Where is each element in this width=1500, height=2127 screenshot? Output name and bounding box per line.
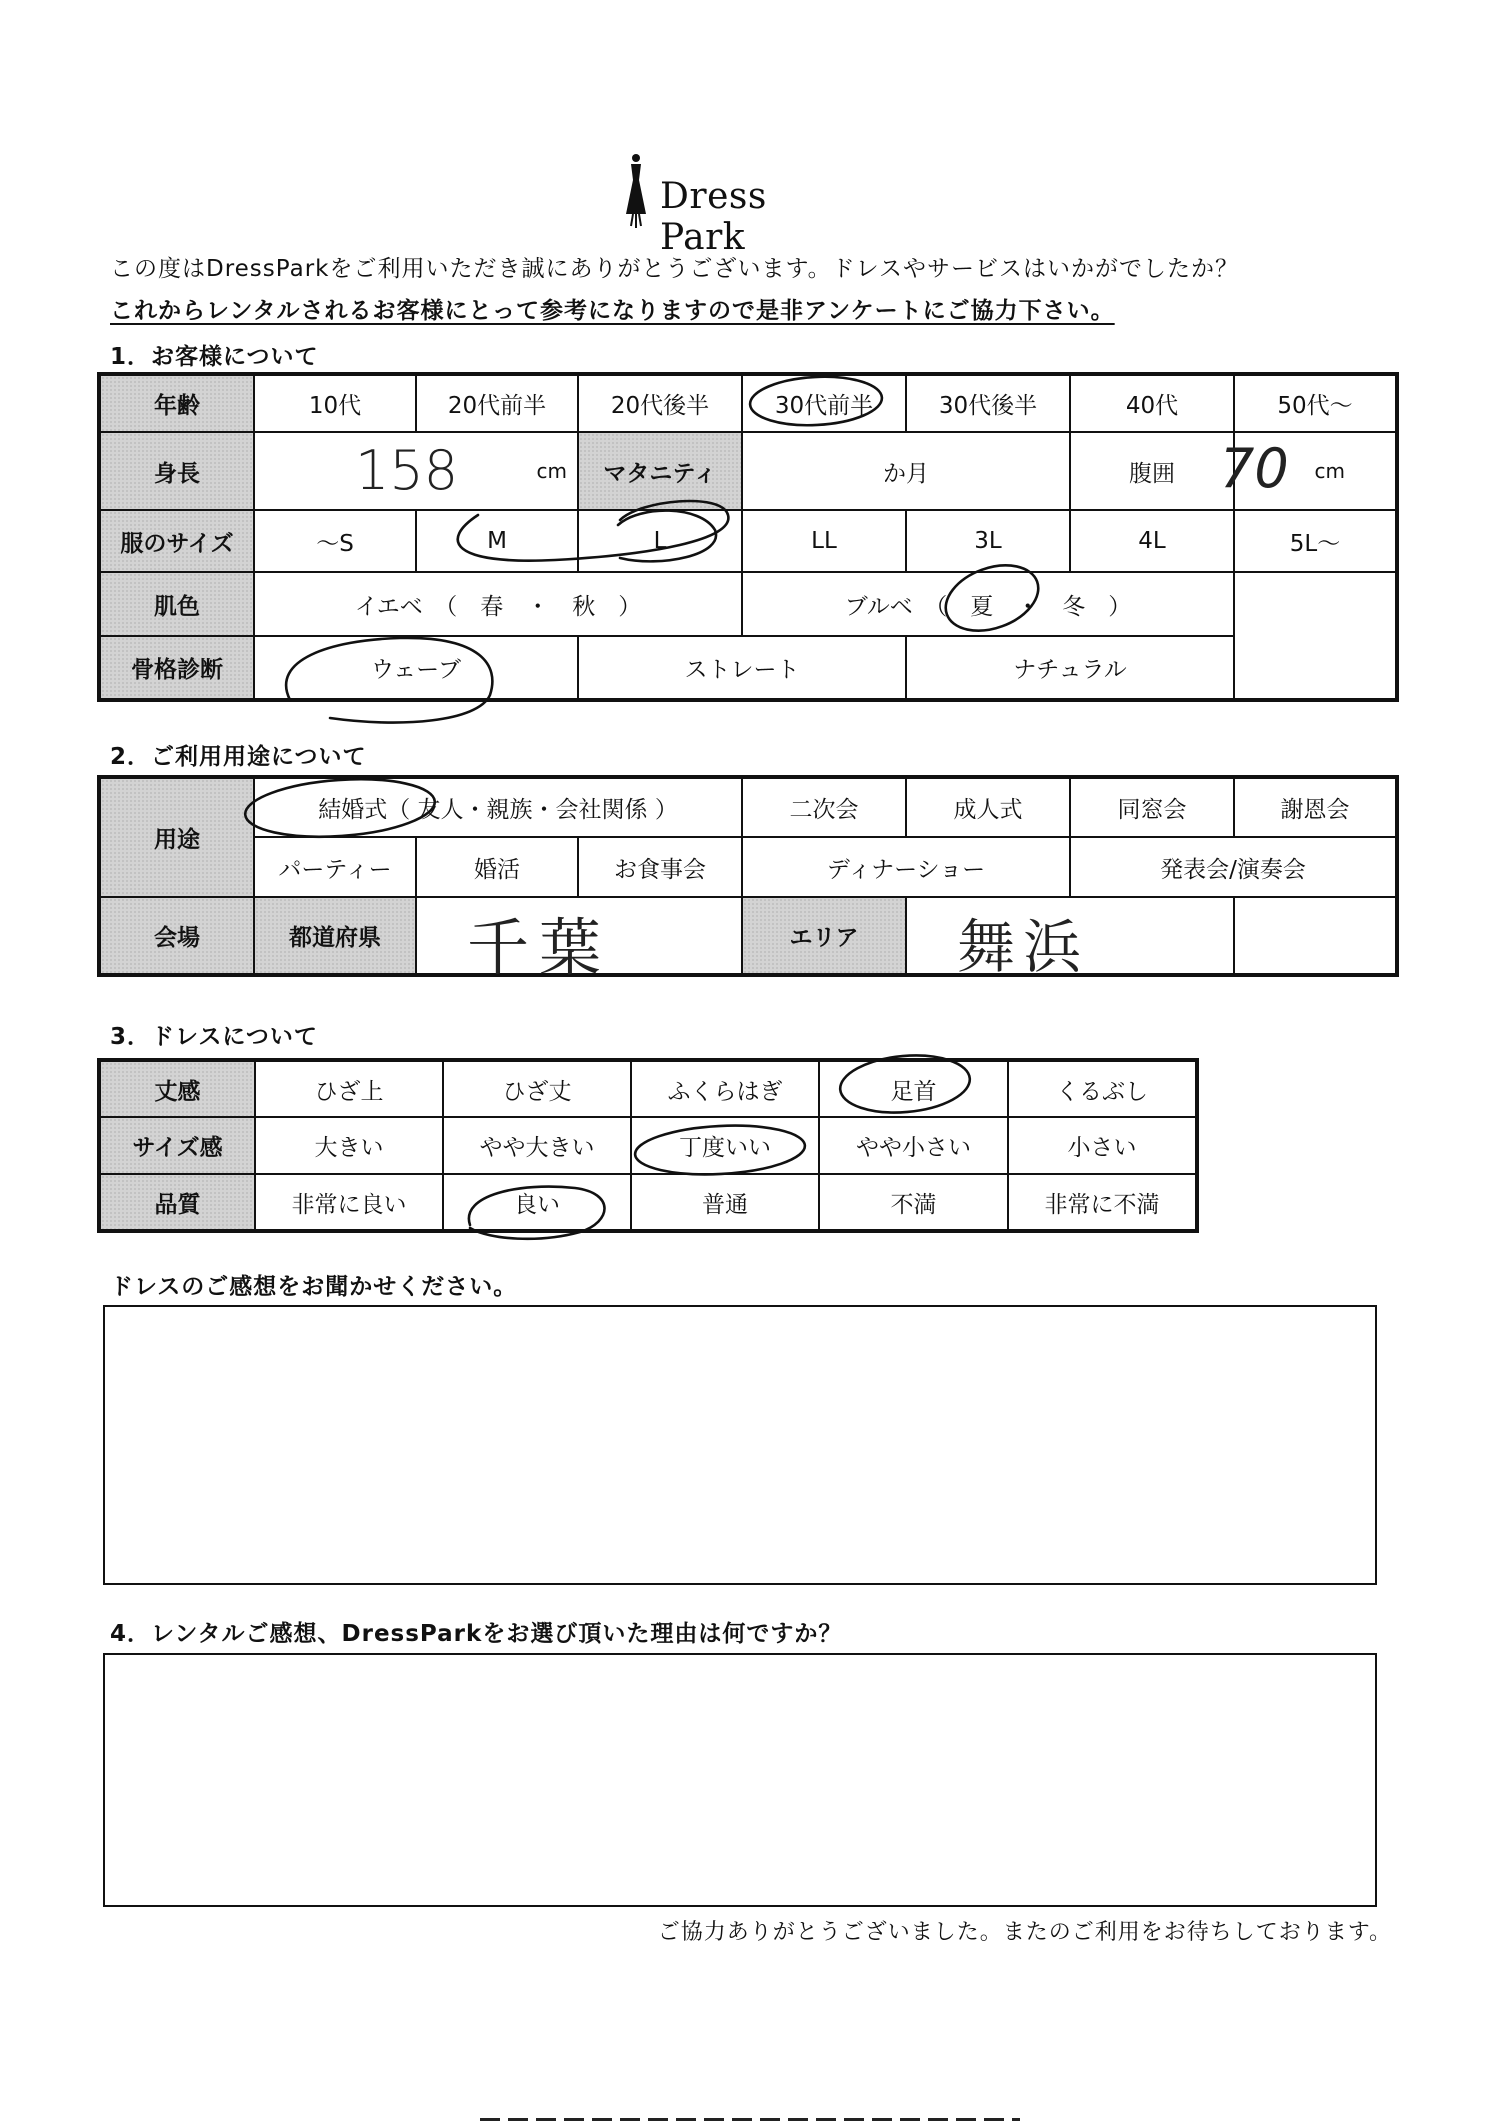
size-option[interactable]: 5L～ bbox=[1234, 510, 1397, 572]
height-value: 158 bbox=[355, 439, 459, 502]
purpose-option[interactable]: 婚活 bbox=[416, 837, 578, 897]
section1-title: 1．お客様について bbox=[110, 344, 319, 370]
purpose-table bbox=[97, 775, 1399, 984]
quality-option[interactable]: 不満 bbox=[819, 1174, 1008, 1231]
rental-comment-box[interactable] bbox=[103, 1653, 1377, 1907]
maternity-unit: か月 bbox=[883, 460, 929, 487]
frame-label: 骨格診断 bbox=[99, 636, 254, 700]
length-option[interactable]: ひざ丈 bbox=[443, 1060, 631, 1117]
empty-cell bbox=[1234, 636, 1397, 700]
purpose-label: 用途 bbox=[99, 777, 254, 897]
skin-label: 肌色 bbox=[99, 572, 254, 636]
length-option[interactable]: くるぶし bbox=[1008, 1060, 1197, 1117]
area-field[interactable] bbox=[906, 897, 1234, 981]
size-option[interactable]: LL bbox=[742, 510, 906, 572]
age-option[interactable]: 40代 bbox=[1070, 374, 1234, 432]
height-label: 身長 bbox=[99, 432, 254, 510]
age-option[interactable]: 50代～ bbox=[1234, 374, 1397, 432]
size-option[interactable]: 3L bbox=[906, 510, 1070, 572]
prefecture-field[interactable] bbox=[416, 897, 742, 984]
fit-label: サイズ感 bbox=[99, 1117, 255, 1174]
age-option[interactable]: 20代後半 bbox=[578, 374, 742, 432]
purpose-option[interactable]: パーティー bbox=[254, 837, 416, 897]
section3-title: 3．ドレスについて bbox=[110, 1024, 318, 1050]
waist-field[interactable] bbox=[1220, 432, 1397, 510]
section2-title: 2．ご利用用途について bbox=[110, 744, 367, 770]
quality-option[interactable]: 非常に良い bbox=[255, 1174, 443, 1231]
length-option[interactable]: ふくらはぎ bbox=[631, 1060, 819, 1117]
purpose-wedding-selected[interactable]: 結婚式（ 友人・親族・会社関係 ） bbox=[254, 777, 742, 837]
area-label: エリア bbox=[742, 897, 906, 975]
section4-title: 4．レンタルご感想、DressParkをお選び頂いた理由は何ですか？ bbox=[110, 1621, 843, 1647]
dress-comment-prompt: ドレスのご感想をお聞かせください。 bbox=[110, 1274, 518, 1300]
fit-option[interactable]: 小さい bbox=[1008, 1117, 1197, 1174]
closing-text: ご協力ありがとうございました。またのご利用をお待ちしております。 bbox=[657, 1920, 1392, 1945]
empty-cell bbox=[1234, 572, 1397, 636]
waist-unit: cm bbox=[1314, 459, 1345, 483]
purpose-option[interactable]: 発表会/演奏会 bbox=[1070, 837, 1397, 897]
skin-blue-option[interactable]: ブルベ （ 夏 ・ 冬 ） bbox=[742, 572, 1234, 636]
age-option[interactable]: 20代前半 bbox=[416, 374, 578, 432]
maternity-label: マタニティ bbox=[578, 432, 742, 510]
waist-value: 70 bbox=[1220, 437, 1289, 500]
purpose-option[interactable]: お食事会 bbox=[578, 837, 742, 897]
purpose-option[interactable]: 同窓会 bbox=[1070, 777, 1234, 837]
fit-option[interactable]: やや大きい bbox=[443, 1117, 631, 1174]
size-option-selected[interactable]: L bbox=[578, 510, 742, 572]
frame-option[interactable]: ストレート bbox=[578, 636, 906, 700]
fit-option[interactable]: 大きい bbox=[255, 1117, 443, 1174]
height-field[interactable] bbox=[254, 432, 578, 510]
size-option[interactable]: 4L bbox=[1070, 510, 1234, 572]
frame-option[interactable]: ナチュラル bbox=[906, 636, 1234, 700]
intro-text: この度はDressParkをご利用いただき誠にありがとうございます。ドレスやサービスはいかがでしたか？ bbox=[110, 256, 1239, 282]
purpose-option[interactable]: ディナーショー bbox=[742, 837, 1070, 897]
length-option[interactable]: ひざ上 bbox=[255, 1060, 443, 1117]
customer-table bbox=[97, 372, 1399, 702]
frame-option-selected[interactable]: ウェーブ bbox=[254, 636, 578, 700]
brand-name: Dress Park bbox=[660, 176, 767, 258]
age-option-selected[interactable]: 30代前半 bbox=[742, 374, 906, 432]
footer-dash-line bbox=[480, 2118, 1020, 2121]
length-label: 丈感 bbox=[99, 1060, 255, 1117]
area-value: 舞浜 bbox=[957, 913, 1090, 981]
length-option-selected[interactable]: 足首 bbox=[819, 1060, 1008, 1117]
brand-logo bbox=[618, 150, 858, 258]
waist-label: 腹囲 bbox=[1070, 432, 1234, 510]
empty-cell bbox=[1234, 897, 1397, 975]
size-option-selected[interactable]: M bbox=[416, 510, 578, 572]
height-unit: cm bbox=[536, 459, 567, 483]
size-label: 服のサイズ bbox=[99, 510, 254, 572]
maternity-field[interactable] bbox=[742, 432, 1070, 510]
quality-option-selected[interactable]: 良い bbox=[443, 1174, 631, 1231]
size-option[interactable]: ～S bbox=[254, 510, 416, 572]
purpose-option[interactable]: 二次会 bbox=[742, 777, 906, 837]
venue-label: 会場 bbox=[99, 897, 254, 975]
age-option[interactable]: 10代 bbox=[254, 374, 416, 432]
quality-label: 品質 bbox=[99, 1174, 255, 1231]
skin-yellow-option[interactable]: イエベ （ 春 ・ 秋 ） bbox=[254, 572, 742, 636]
quality-option[interactable]: 普通 bbox=[631, 1174, 819, 1231]
dress-comment-box[interactable] bbox=[103, 1305, 1377, 1585]
dress-table bbox=[97, 1058, 1199, 1233]
age-label: 年齢 bbox=[99, 374, 254, 432]
dress-icon bbox=[618, 150, 654, 230]
prefecture-value: 千葉 bbox=[467, 911, 612, 984]
purpose-option[interactable]: 成人式 bbox=[906, 777, 1070, 837]
age-option[interactable]: 30代後半 bbox=[906, 374, 1070, 432]
quality-option[interactable]: 非常に不満 bbox=[1008, 1174, 1197, 1231]
intro-request: これからレンタルされるお客様にとって参考になりますので是非アンケートにご協力下さい。 bbox=[110, 298, 1115, 324]
purpose-option[interactable]: 謝恩会 bbox=[1234, 777, 1397, 837]
prefecture-label: 都道府県 bbox=[254, 897, 416, 975]
fit-option[interactable]: やや小さい bbox=[819, 1117, 1008, 1174]
fit-option-selected[interactable]: 丁度いい bbox=[631, 1117, 819, 1174]
